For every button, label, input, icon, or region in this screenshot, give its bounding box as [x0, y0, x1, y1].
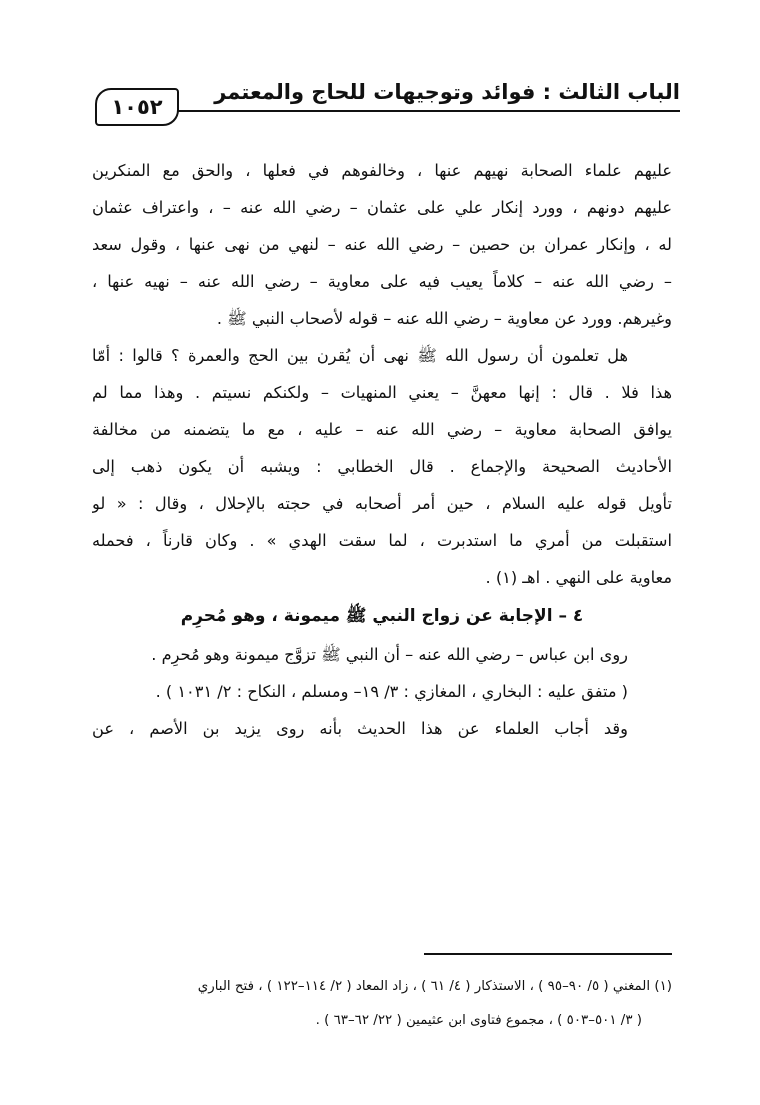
- chapter-title: الباب الثالث : فوائد وتوجيهات للحاج والمعتمر: [214, 80, 680, 104]
- section-heading: ٤ – الإجابة عن زواج النبي ﷺ ميمونة ، وهو مُحرِم: [180, 606, 584, 626]
- text-line: معاوية على النهي . اهـ (١) .: [485, 568, 672, 587]
- text-line: هل تعلمون أن رسول الله ﷺ نهى أن يُقرن بين الحج والعمرة ؟ قالوا : أمّا: [92, 346, 628, 365]
- text-line: يوافق الصحابة معاوية – رضي الله عنه – عليه ، مع ما يتضمنه من مخالفة: [92, 420, 672, 439]
- text-line: تأويل قوله عليه السلام ، حين أمر أصحابه في حجته بالإحلال ، وقال : « لو: [92, 494, 672, 513]
- text-line: ( متفق عليه : البخاري ، المغازي : ٣/ ١٩– ومسلم ، النكاح : ٢/ ١٠٣١ ) .: [155, 682, 628, 701]
- text-line: روى ابن عباس – رضي الله عنه – أن النبي ﷺ تزوَّج ميمونة وهو مُحرِم .: [151, 645, 628, 664]
- footnote-line: (١) المغني ( ٥/ ٩٠–٩٥ ) ، الاستذكار ( ٤/ ٦١ ) ، زاد المعاد ( ٢/ ١١٤–١٢٢ ) ، فتح الباري: [197, 979, 672, 994]
- text-line: هذا فلا . قال : إنها معهنَّ – يعني المنهيات – ولكنكم نسيتم . وهذا مما لم: [92, 383, 672, 402]
- text-line: استقبلت من أمري ما استدبرت ، لما سقت الهدي » . وكان قارناً ، فحمله: [92, 531, 672, 550]
- footnote-line: ( ٣/ ٥٠١–٥٠٣ ) ، مجموع فتاوى ابن عثيمين ( ٢٢/ ٦٢–٦٣ ) .: [315, 1013, 642, 1028]
- text-line: – رضي الله عنه – كلاماً يعيب فيه على معاوية – رضي الله عنه – نهيه عنها ،: [92, 272, 672, 291]
- text-line: له ، وإنكار عمران بن حصين – رضي الله عنه – لنهي من نهى عنها ، وقول سعد: [92, 235, 672, 254]
- header-rule: [95, 110, 680, 112]
- text-line: وغيرهم. وورد عن معاوية – رضي الله عنه – قوله لأصحاب النبي ﷺ .: [216, 309, 672, 328]
- page-header: [95, 66, 680, 124]
- footnotes: [92, 970, 672, 1038]
- body-text: [92, 152, 672, 747]
- text-line: عليهم علماء الصحابة نهيهم عنها ، وخالفوهم في فعلها ، والحق مع المنكرين: [92, 161, 672, 180]
- text-line: الأحاديث الصحيحة والإجماع . قال الخطابي : ويشبه أن يكون ذهب إلى: [92, 457, 672, 476]
- text-line: وقد أجاب العلماء عن هذا الحديث بأنه روى يزيد بن الأصم ، عن: [92, 719, 628, 738]
- footnote-rule: [424, 953, 672, 955]
- page-number: ١٠٥٢: [95, 88, 179, 126]
- text-line: عليهم دونهم ، وورد إنكار علي على عثمان – رضي الله عنه – ، واعتراف عثمان: [92, 198, 672, 217]
